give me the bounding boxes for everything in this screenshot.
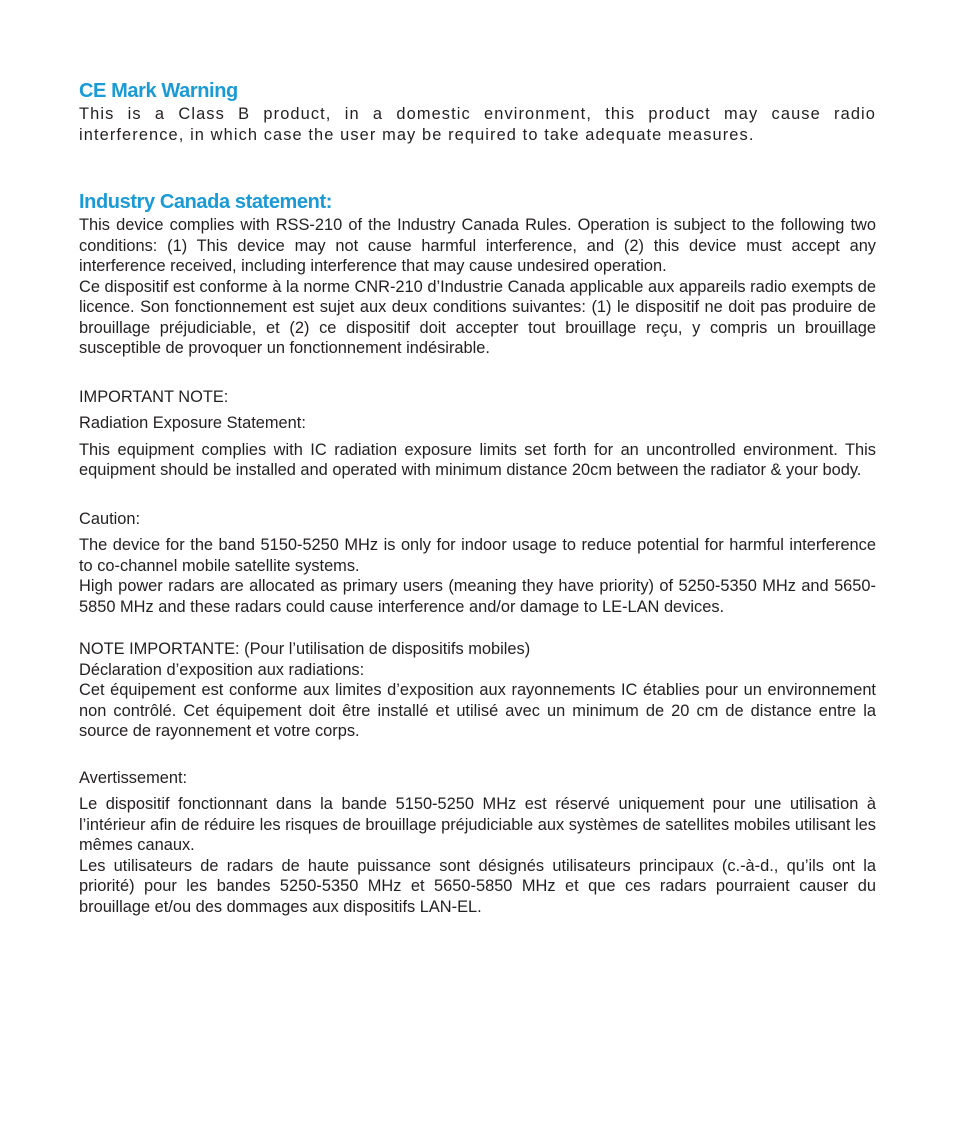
avertissement-paragraph-2: Les utilisateurs de radars de haute puissance sont désignés utilisateurs principaux (c.-à-d., qu’ils ont la priorité) pour les bandes 5250-5350 MHz et 5650-5850 MHz et que ces radars pourraient causer du brouillage et/ou des dommages aux dispositifs LAN-EL. — [79, 856, 876, 916]
declaration-exposition-body: Cet équipement est conforme aux limites d’exposition aux rayonnements IC établies pour un environnement non contrôlé. Cet équipement doit être installé et utilisé avec un minimum de 20 cm de distance entre la source de rayonnement et votre corps. — [79, 681, 876, 740]
avertissement-paragraph-1: Le dispositif fonctionnant dans la bande 5150-5250 MHz est réservé uniquement pour une utilisation à l’intérieur afin de réduire les risques de brouillage préjudiciable aux systèmes de satellites mobiles utilisant les mêmes canaux. — [79, 795, 876, 854]
caution-paragraph-1: The device for the band 5150-5250 MHz is only for indoor usage to reduce potential for harmful interference to co-channel mobile satellite systems. — [79, 536, 876, 575]
caution-label: Caution: — [79, 509, 141, 528]
important-note-label: IMPORTANT NOTE: — [79, 387, 229, 406]
document-page — [79, 78, 876, 917]
industry-canada-heading: Industry Canada statement: — [79, 191, 332, 213]
radiation-exposure-title: Radiation Exposure Statement: — [79, 414, 306, 432]
ic-compliance-french: Ce dispositif est conforme à la norme CNR-210 d’Industrie Canada applicable aux appareils radio exempts de licence. Son fonctionnement est sujet aux deux conditions suivantes: (1) le dispositif ne doit pas produire de brouillage préjudiciable, et (2) ce dispositif doit accepter tout brouillage reçu, y compris un brouillage susceptible de provoquer un fonctionnement indésirable. — [79, 277, 876, 357]
ce-mark-heading: CE Mark Warning — [79, 80, 238, 102]
declaration-exposition-title: Déclaration d’exposition aux radiations: — [79, 660, 365, 679]
caution-paragraph-2: High power radars are allocated as primary users (meaning they have priority) of 5250-5350 MHz and 5650-5850 MHz and these radars could cause interference and/or damage to LE-LAN devices. — [79, 577, 876, 616]
ce-mark-section — [79, 78, 876, 145]
avertissement-label: Avertissement: — [79, 768, 188, 787]
note-importante-label: NOTE IMPORTANTE: (Pour l’utilisation de dispositifs mobiles) — [79, 640, 531, 658]
ic-compliance-english: This device complies with RSS-210 of the Industry Canada Rules. Operation is subject to the following two conditions: (1) This device may not cause harmful interference, and (2) this device must accept any interference received, including interference that may cause undesired operation. — [79, 216, 876, 275]
ce-mark-body: This is a Class B product, in a domestic environment, this product may cause radio interference, in which case the user may be required to take adequate measures. — [79, 105, 876, 144]
radiation-exposure-body: This equipment complies with IC radiation exposure limits set forth for an uncontrolled environment. This equipment should be installed and operated with minimum distance 20cm between the radiator & your body. — [79, 440, 876, 479]
industry-canada-section — [79, 189, 876, 917]
